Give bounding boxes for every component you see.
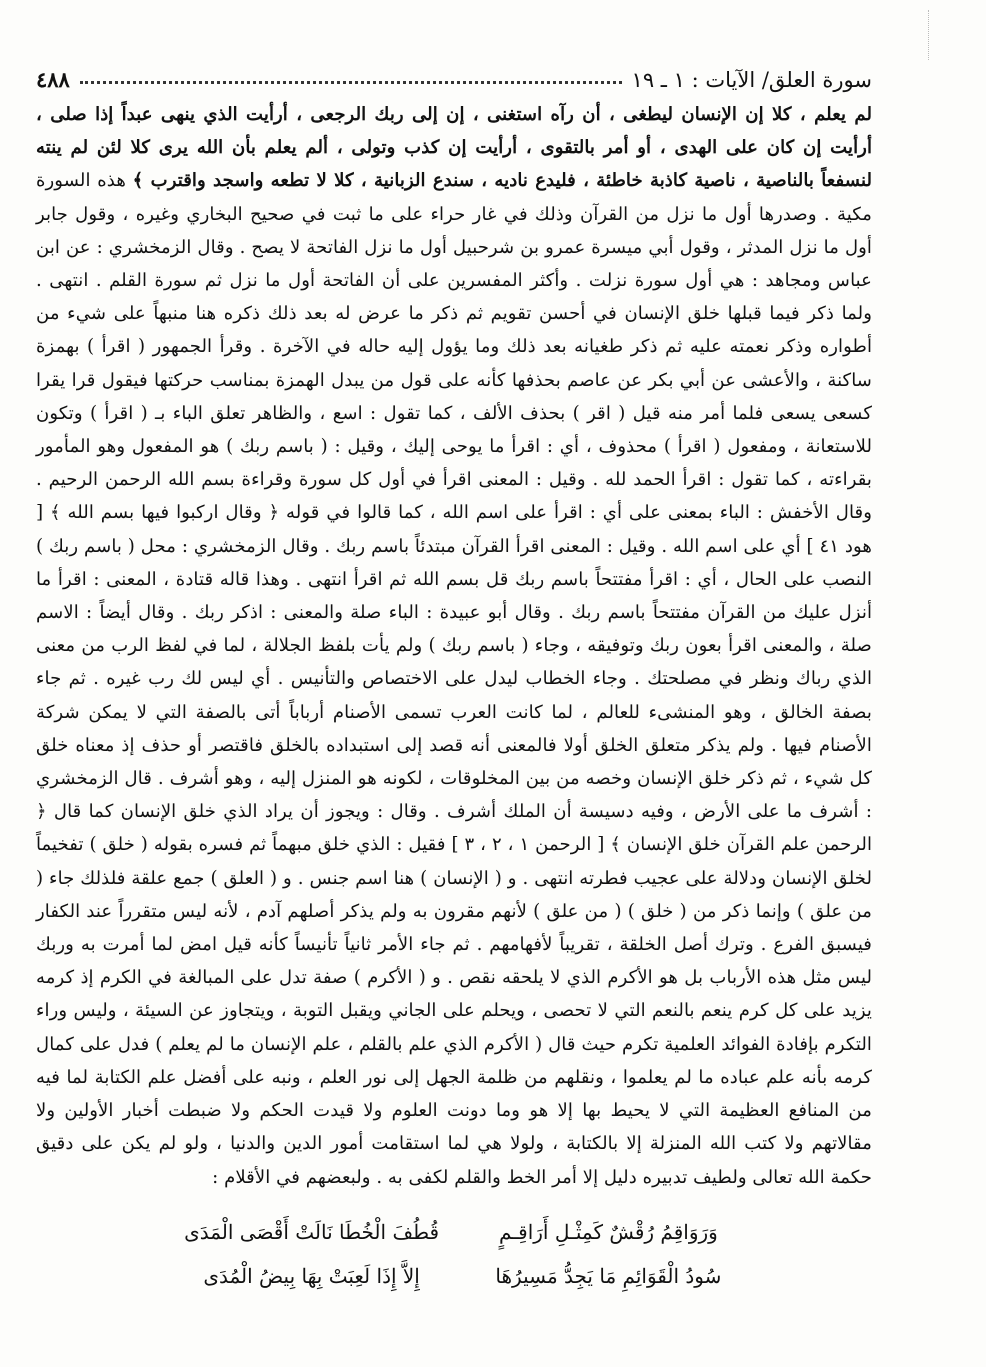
poem <box>180 1210 740 1298</box>
hemistich-second: إِلاَّ إِذَا لَعِبَتْ بِهَا بِيضُ الْمُدَى <box>203 1264 420 1288</box>
hemistich-first: وَرَوَاقِمُ رُقْشٌ كَمِثْـلِ أَرَاقِـمٍ <box>498 1220 718 1244</box>
commentary-text: هذه السورة مكية . وصدرها أول ما نزل من القرآن وذلك في غار حراء على ما ثبت في صحيح البخاري وغيره ، وقول جابر أول ما نزل المدثر ، وقول أبي ميسرة عمرو بن شرحبيل أول ما نزل الفاتحة لا يصح . وقال الزمخشري : عن ابن عباس ومجاهد : هي أول سورة نزلت . وأكثر المفسرين على أن الفاتحة أول ما نزل ثم سورة القلم . انتهى . ولما ذكر فيما قبلها خلق الإنسان في أحسن تقويم ثم ذكر ما عرض له بعد ذلك ذكره هنا منبهاً على شيء من أطواره وذكر نعمته عليه ثم ذكر طغيانه بعد ذلك وما يؤول إليه حاله في الآخرة . وقرأ الجمهور ( اقرأ ) بهمزة ساكنة ، والأعشى عن أبي بكر عن عاصم بحذفها كأنه على قول من يبدل الهمزة بمناسب حركتها فيقول قرا يقرا كسعى يسعى فلما أمر منه قيل ( اقر ) بحذف الألف ، كما تقول : اسع ، والظاهر تعلق الباء بـ ( اقرأ ) وتكون للاستعانة ، ومفعول ( اقرأ ) محذوف ، أي : اقرأ ما يوحى إليك ، وقيل : ( باسم ربك ) هو المفعول وهو المأمور بقراءته ، كما تقول : اقرأ الحمد لله . وقيل : المعنى اقرأ في أول كل سورة وقراءة بسم الله الرحمن الرحيم . وقال الأخفش : الباء بمعنى على أي : اقرأ على اسم الله ، كما قالوا في قوله ﴿ وقال اركبوا فيها بسم الله ﴾ [ هود ٤١ ] أي على اسم الله . وقيل : المعنى اقرأ القرآن مبتدئاً باسم ربك . وقال الزمخشري : محل ( باسم ربك ) النصب على الحال ، أي : اقرأ مفتتحاً باسم ربك قل بسم الله ثم اقرأ انتهى . وهذا قاله قتادة ، المعنى : اقرأ ما أنزل عليك من القرآن مفتتحاً باسم ربك . وقال أبو عبيدة : الباء صلة والمعنى : اذكر ربك . وقال أيضاً : الاسم صلة ، والمعنى اقرأ بعون ربك وتوفيقه ، وجاء ( باسم ربك ) ولم يأت بلفظ الجلالة ، لما في لفظ الرب من معنى الذي رباك ونظر في مصلحتك . وجاء الخطاب ليدل على الاختصاص والتأنيس . أي ليس لك رب غيره . ثم جاء بصفة الخالق ، وهو المنشىء للعالم ، لما كانت العرب تسمى الأصنام أرباباً أتى بالصفة التي لا يمكن شركة الأصنام فيها . ولم يذكر متعلق الخلق أولا فالمعنى أنه قصد إلى استبداده بالخلق فاقتصر أو حذف إذ معناه خلق كل شيء ، ثم ذكر خلق الإنسان وخصه من بين المخلوقات ، لكونه هو المنزل إليه ، وهو أشرف . قال الزمخشري : أشرف ما على الأرض ، وفيه دسيسة أن الملك أشرف . وقال : ويجوز أن يراد الذي خلق الإنسان كما قال ﴿ الرحمن علم القرآن خلق الإنسان ﴾ [ الرحمن ١ ، ٢ ، ٣ ] فقيل : الذي خلق مبهماً ثم فسره بقوله ( خلق ) تفخيماً لخلق الإنسان ودلالة على عجيب فطرته انتهى . و ( الإنسان ) هنا اسم جنس . و ( العلق ) جمع علقة فلذلك جاء ( من علق ) وإنما ذكر من ( خلق ) ( من علق ) لأنهم مقرون به ولم يذكر أصلهم آدم ، لأنه ليس متقرراً عند الكفار فيسبق الفرع . وترك أصل الخلقة ، تقريباً لأفهامهم . ثم جاء الأمر ثانياً تأنيساً كأنه قيل امض لما أمرت به وربك ليس مثل هذه الأرباب بل هو الأكرم الذي لا يلحقه نقص . و ( الأكرم ) صفة تدل على المبالغة في الكرم إذ كرمه يزيد على كل كرم ينعم بالنعم التي لا تحصى ، ويحلم على الجاني ويقبل التوبة ، ويتجاوز عن السيئة ، وليس وراء التكرم بإفادة الفوائد العلمية تكرم حيث قال ( الأكرم الذي علم بالقلم ، علم الإنسان ما لم يعلم ) فدل على كمال كرمه بأنه علم عباده ما لم يعلموا ، ونقلهم من ظلمة الجهل إلى نور العلم ، ونبه على أفضل علم الكتابة لما فيه من المنافع العظيمة التي لا يحيط بها إلا هو وما دونت العلوم ولا قيدت الحكم ولا ضبطت أخبار الأولين ولا مقالاتهم ولا كتب الله المنزلة إلا بالكتابة ، ولولا هي لما استقامت أمور الدين والدنيا ، ولو لم يكن على دقيق حكمة الله تعالى ولطيف تدبيره دليل إلا أمر الخط والقلم لكفى به . ولبعضهم في الأقلام : <box>36 170 873 1188</box>
poem-verse-1 <box>180 1210 740 1254</box>
page-number: ٤٨٨ <box>36 67 70 92</box>
quranic-verses: لم يعلم ، كلا إن الإنسان ليطغى ، أن رآه استغنى ، إن إلى ربك الرجعى ، أرأيت الذي ينهى عبداً إذا صلى ، أرأيت إن كان على الهدى ، أو أمر بالتقوى ، أرأيت إن كذب وتولى ، ألم يعلم بأن الله يرى كلا لئن لم ينته لنسفعاً بالناصية ، ناصية كاذبة خاطئة ، فليدع ناديه ، سندع الزبانية ، كلا لا تطعه واسجد واقترب ﴾ <box>36 104 872 192</box>
paragraph <box>36 98 872 1194</box>
margin-binding-mark <box>928 10 959 60</box>
hemistich-second: قُطُفَ الْخُطَا نَالَتْ أَقْصَى الْمَدَى <box>184 1220 440 1244</box>
header-leader-dots <box>80 80 622 84</box>
hemistich-first: سُودُ الْقَوَائِمِ مَا يَجِدُّ مَسِيرُهَا <box>495 1264 722 1288</box>
running-title: سورة العلق/ الآيات : ١ ـ ١٩ <box>631 68 872 92</box>
poem-verse-2 <box>180 1254 740 1298</box>
main-text <box>36 98 872 1194</box>
page-header <box>36 58 872 92</box>
